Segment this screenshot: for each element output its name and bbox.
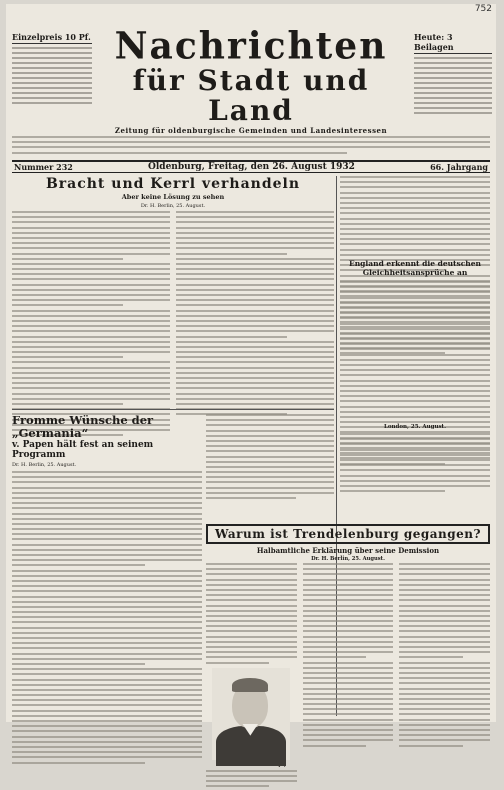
lead-byline: Dr. H. Berlin, 25. August. [140, 203, 206, 209]
lead-column-2 [176, 211, 334, 439]
england-headline: England erkennt die deutschen Gleichheitsansprüche an [349, 259, 481, 277]
germania-subhead: v. Papen hält fest an seinem Programm [12, 440, 154, 460]
newspaper-subtitle: Zeitung für oldenburgische Gemeinden und Landesinteressen [114, 126, 388, 135]
price-label: Einzelpreis 10 Pf. [12, 32, 91, 42]
dateline-bar [12, 160, 490, 173]
newspaper-title [96, 23, 406, 127]
title-line-2: für Stadt und Land [132, 64, 370, 127]
price-box [12, 32, 92, 104]
trendelenburg-subhead: Halbamtliche Erklärung über seine Demission [256, 546, 440, 555]
germania-byline: Dr. H. Berlin, 25. August. [12, 462, 77, 468]
germania-article [12, 414, 202, 767]
trendelenburg-column-2 [303, 563, 394, 790]
section-rule [12, 409, 334, 410]
credits-fineprint [12, 136, 490, 157]
portrait-photo [212, 668, 290, 760]
lead-subhead: Aber keine Lösung zu sehen [121, 193, 225, 201]
supplement-box [414, 32, 492, 117]
title-line-1: Nachrichten [114, 23, 388, 69]
london-dateline: London, 25. August. [383, 424, 447, 430]
trendelenburg-article [206, 524, 490, 790]
lead-article [12, 176, 334, 439]
newspaper-page [6, 4, 496, 722]
trendelenburg-column-1 [206, 563, 297, 790]
trendelenburg-headline: Warum ist Trendelenburg gegangen? [206, 524, 490, 544]
supplement-label: Heute: 3 Beilagen [414, 32, 492, 54]
trendelenburg-column-3 [399, 563, 490, 790]
lead-column-1 [12, 211, 170, 439]
lead-headline: Bracht und Kerrl verhandeln [45, 176, 301, 192]
issue-volume: 66. Jahrgang [430, 162, 488, 172]
trendelenburg-byline: Dr. H. Berlin, 25. August. [311, 556, 385, 562]
germania-continuation [206, 414, 334, 502]
page-number: 752 [474, 4, 492, 14]
issue-number: Nummer 232 [14, 162, 73, 172]
germania-headline: Fromme Wünsche der „Germania“ [12, 413, 154, 440]
london-note [340, 424, 490, 495]
issue-date: Oldenburg, Freitag, den 26. August 1932 [148, 162, 355, 172]
